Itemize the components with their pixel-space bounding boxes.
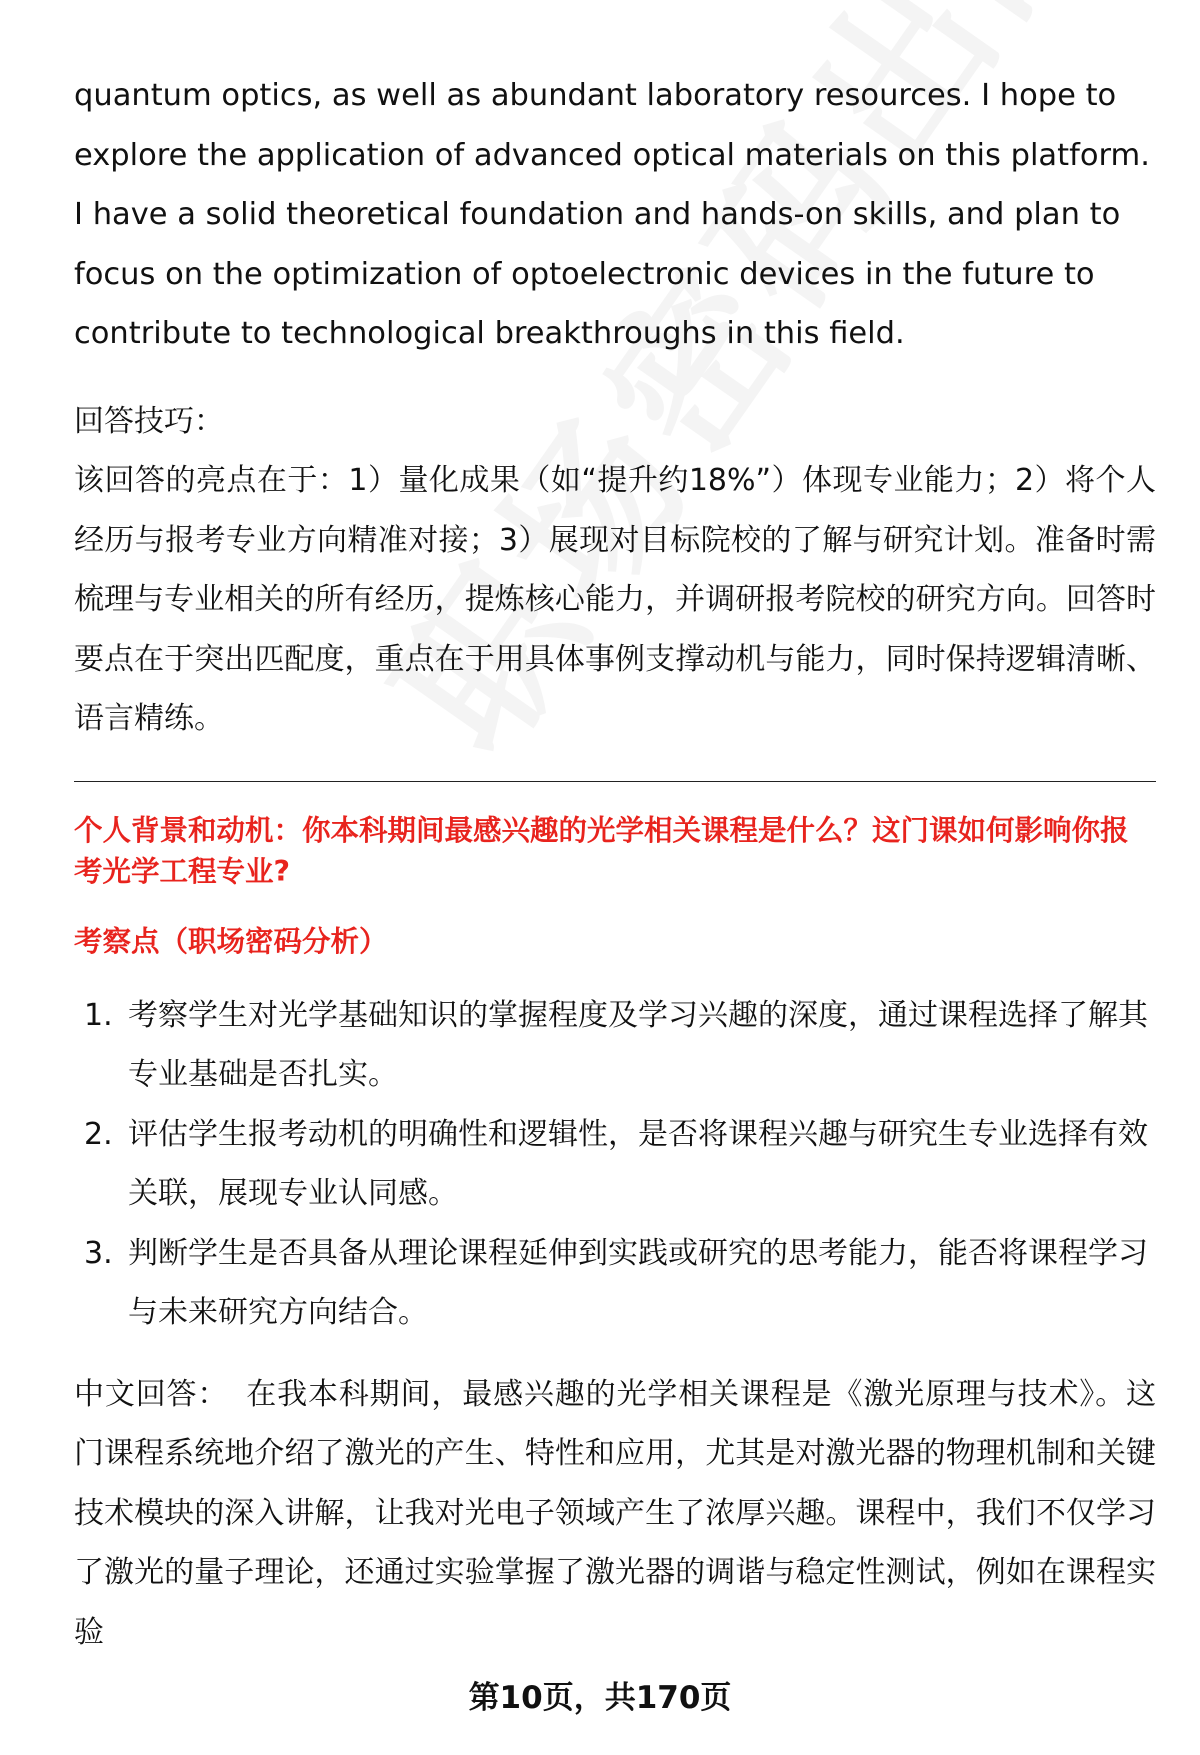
intro-english-paragraph: quantum optics, as well as abundant laboratory resources. I hope to explore the application of advanced optical materials on this platform. I have a solid theoretical foundation and hands-on skills, and plan to focus on the optimization of optoelectronic devices in the future to contribute to technological breakthroughs in this field. bbox=[74, 78, 1150, 351]
page-footer: 第10页，共170页 bbox=[468, 1680, 732, 1716]
page-content bbox=[74, 66, 1156, 1662]
list-item-text: 考察学生对光学基础知识的掌握程度及学习兴趣的深度，通过课程选择了解其专业基础是否扎实。 bbox=[128, 997, 1148, 1092]
section-divider bbox=[74, 781, 1156, 782]
chinese-answer-paragraph bbox=[74, 1365, 1156, 1663]
list-item bbox=[74, 1105, 1156, 1224]
list-number: 1. bbox=[84, 997, 113, 1033]
answer-text: 在我本科期间，最感兴趣的光学相关课程是《激光原理与技术》。这门课程系统地介绍了激光的产生、特性和应用，尤其是对激光器的物理机制和关键技术模块的深入讲解，让我对光电子领域产生了浓厚兴趣。课程中，我们不仅学习了激光的量子理论，还通过实验掌握了激光器的调谐与稳定性测试，例如在课程实验 bbox=[74, 1376, 1156, 1650]
list-number: 3. bbox=[84, 1235, 113, 1271]
list-item bbox=[74, 986, 1156, 1105]
tips-body: 该回答的亮点在于：1）量化成果（如“提升约18%”）体现专业能力；2）将个人经历与报考专业方向精准对接；3）展现对目标院校的了解与研究计划。准备时需梳理与专业相关的所有经历，提炼核心能力，并调研报考院校的研究方向。回答时要点在于突出匹配度，重点在于用具体事例支撑动机与能力，同时保持逻辑清晰、语言精练。 bbox=[74, 463, 1156, 736]
assessment-points-list bbox=[74, 986, 1156, 1343]
question-subtitle: 考察点（职场密码分析） bbox=[74, 924, 388, 958]
list-item-text: 评估学生报考动机的明确性和逻辑性，是否将课程兴趣与研究生专业选择有效关联，展现专业认同感。 bbox=[128, 1116, 1148, 1211]
tips-heading: 回答技巧： bbox=[74, 403, 224, 439]
question-title: 个人背景和动机：你本科期间最感兴趣的光学相关课程是什么？这门课如何影响你报考光学工程专业? bbox=[74, 813, 1129, 888]
list-item bbox=[74, 1224, 1156, 1343]
list-number: 2. bbox=[84, 1116, 113, 1152]
list-item-text: 判断学生是否具备从理论课程延伸到实践或研究的思考能力，能否将课程学习与未来研究方向结合。 bbox=[128, 1235, 1148, 1330]
answer-label: 中文回答： bbox=[74, 1376, 229, 1412]
